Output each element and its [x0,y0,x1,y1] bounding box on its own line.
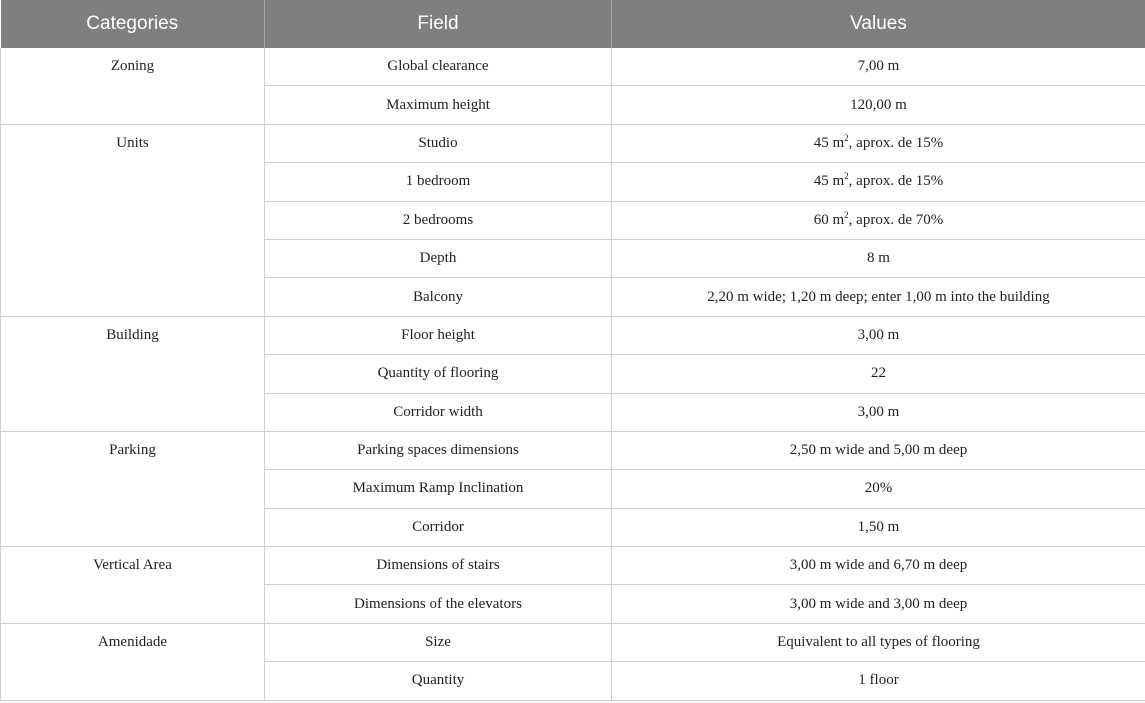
category-cell: Parking [1,431,265,546]
value-cell [612,124,1145,162]
field-cell: 2 bedrooms [265,201,612,239]
header-field: Field [265,0,612,48]
value-superscript: 2 [844,171,849,182]
field-cell: Global clearance [265,48,612,86]
value-text: 45 m [813,134,845,151]
field-cell: Depth [265,239,612,277]
header-categories: Categories [1,0,265,48]
category-cell: Amenidade [1,623,265,700]
table-body [1,48,1145,700]
value-superscript: 2 [844,132,849,143]
field-cell: Studio [265,124,612,162]
value-cell: 120,00 m [612,86,1145,124]
field-cell: Maximum Ramp Inclination [265,470,612,508]
value-cell: 2,20 m wide; 1,20 m deep; enter 1,00 m into the building [612,278,1145,316]
value-cell [612,163,1145,201]
table-row [1,623,1145,661]
value-text-suffix: , aprox. de 15% [848,173,944,190]
value-cell: 1 floor [612,662,1145,700]
value-cell: 3,00 m [612,393,1145,431]
value-cell [612,201,1145,239]
category-cell: Vertical Area [1,547,265,624]
field-cell: Quantity [265,662,612,700]
value-cell: 1,50 m [612,508,1145,546]
value-text: 60 m [813,211,845,228]
field-cell: Corridor [265,508,612,546]
value-text-suffix: , aprox. de 70% [848,211,944,228]
field-cell: 1 bedroom [265,163,612,201]
field-cell: Dimensions of the elevators [265,585,612,623]
value-cell: 8 m [612,239,1145,277]
value-text-suffix: , aprox. de 15% [848,134,944,151]
field-cell: Quantity of flooring [265,355,612,393]
value-cell: 20% [612,470,1145,508]
value-superscript: 2 [844,209,849,220]
category-cell: Building [1,316,265,431]
field-cell: Parking spaces dimensions [265,431,612,469]
field-cell: Balcony [265,278,612,316]
value-cell: 22 [612,355,1145,393]
value-cell: Equivalent to all types of flooring [612,623,1145,661]
table-header [1,0,1145,48]
header-values: Values [612,0,1145,48]
value-text: 45 m [813,173,845,190]
category-cell: Zoning [1,48,265,124]
field-cell: Floor height [265,316,612,354]
value-cell: 2,50 m wide and 5,00 m deep [612,431,1145,469]
value-cell: 7,00 m [612,48,1145,86]
value-cell: 3,00 m wide and 6,70 m deep [612,547,1145,585]
header-row [1,0,1145,48]
table-row [1,547,1145,585]
value-cell: 3,00 m wide and 3,00 m deep [612,585,1145,623]
field-cell: Size [265,623,612,661]
field-cell: Dimensions of stairs [265,547,612,585]
table-row [1,316,1145,354]
table-row [1,48,1145,86]
field-cell: Maximum height [265,86,612,124]
table-row [1,124,1145,162]
field-cell: Corridor width [265,393,612,431]
value-cell: 3,00 m [612,316,1145,354]
table-row [1,431,1145,469]
category-cell: Units [1,124,265,316]
